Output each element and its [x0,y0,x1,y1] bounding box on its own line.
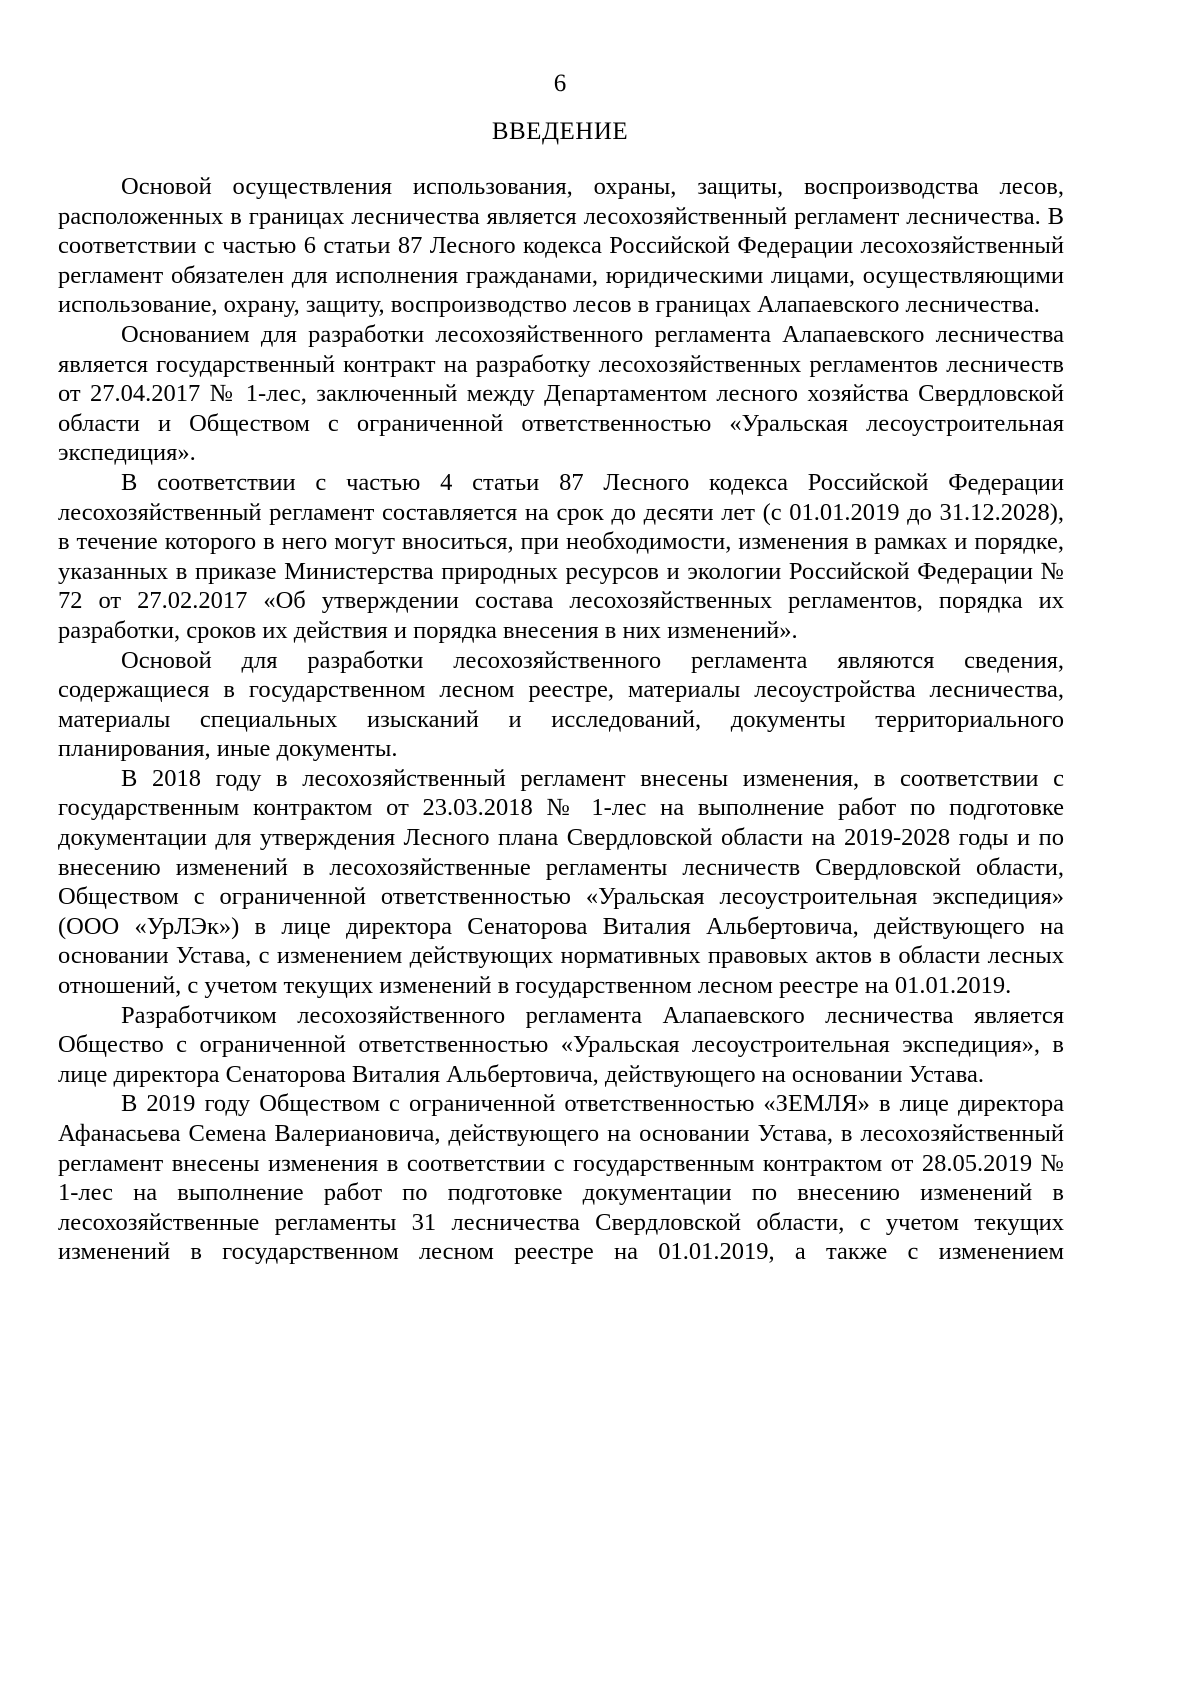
paragraph-term: В соответствии с частью 4 статьи 87 Лесного кодекса Российской Федерации лесохозяйственный регламент составляется на срок до десяти лет (с 01.01.2019 до 31.12.2028), в течение которого в него могут вноситься, при необходимости, изменения в рамках и порядке, указанных в приказе Министерства природных ресурсов и экологии Российской Федерации № 72 от 27.02.2017 «Об утверждении состава лесохозяйственных регламентов, порядка их разработки, сроков их действия и порядка внесения в них изменений». [58,468,1064,644]
paragraph-basis: Основой осуществления использования, охраны, защиты, воспроизводства лесов, расположенных в границах лесничества является лесохозяйственный регламент лесничества. В соответствии с частью 6 статьи 87 Лесного кодекса Российской Федерации лесохозяйственный регламент обязателен для исполнения гражданами, юридическими лицами, осуществляющими использование, охрану, защиту, воспроизводство лесов в границах Алапаевского лесничества. [58,173,1064,319]
body-text [58,172,1064,1267]
paragraph-sources: Основой для разработки лесохозяйственного регламента являются сведения, содержащиеся в государственном лесном реестре, материалы лесоустройства лесничества, материалы специальных изысканий и исследований, документы территориального планирования, иные документы. [58,646,1064,763]
page-number: 6 [553,70,567,97]
paragraph-changes-2019: В 2019 году Обществом с ограниченной ответственностью «ЗЕМЛЯ» в лице директора Афанасьева Семена Валериановича, действующего на основании Устава, в лесохозяйственный регламент внесены изменения в соответствии с государственным контрактом от 28.05.2019 № 1-лес на выполнение работ по подготовке документации по внесению изменений в лесохозяйственные регламенты 31 лесничества Свердловской области, с учетом текущих изменений в государственном лесном реестре на 01.01.2019, а также с изменением [58,1090,1064,1266]
section-heading: ВВЕДЕНИЕ [491,118,629,145]
paragraph-contract: Основанием для разработки лесохозяйственного регламента Алапаевского лесничества является государственный контракт на разработку лесохозяйственных регламентов лесничеств от 27.04.2017 № 1-лес, заключенный между Департаментом лесного хозяйства Свердловской области и Обществом с ограниченной ответственностью «Уральская лесоустроительная экспедиция». [58,320,1064,467]
paragraph-developer: Разработчиком лесохозяйственного регламента Алапаевского лесничества является Общество с ограниченной ответственностью «Уральская лесоустроительная экспедиция», в лице директора Сенаторова Виталия Альбертовича, действующего на основании Устава. [58,1001,1064,1088]
paragraph-changes-2018: В 2018 году в лесохозяйственный регламент внесены изменения, в соответствии с государственным контрактом от 23.03.2018 № 1-лес на выполнение работ по подготовке документации для утверждения Лесного плана Свердловской области на 2019-2028 годы и по внесению изменений в лесохозяйственные регламенты лесничеств Свердловской области, Обществом с ограниченной ответственностью «Уральская лесоустроительная экспедиция» (ООО «УрЛЭк») в лице директора Сенаторова Виталия Альбертовича, действующего на основании Устава, с изменением действующих нормативных правовых актов в области лесных отношений, с учетом текущих изменений в государственном лесном реестре на 01.01.2019. [58,764,1064,1000]
